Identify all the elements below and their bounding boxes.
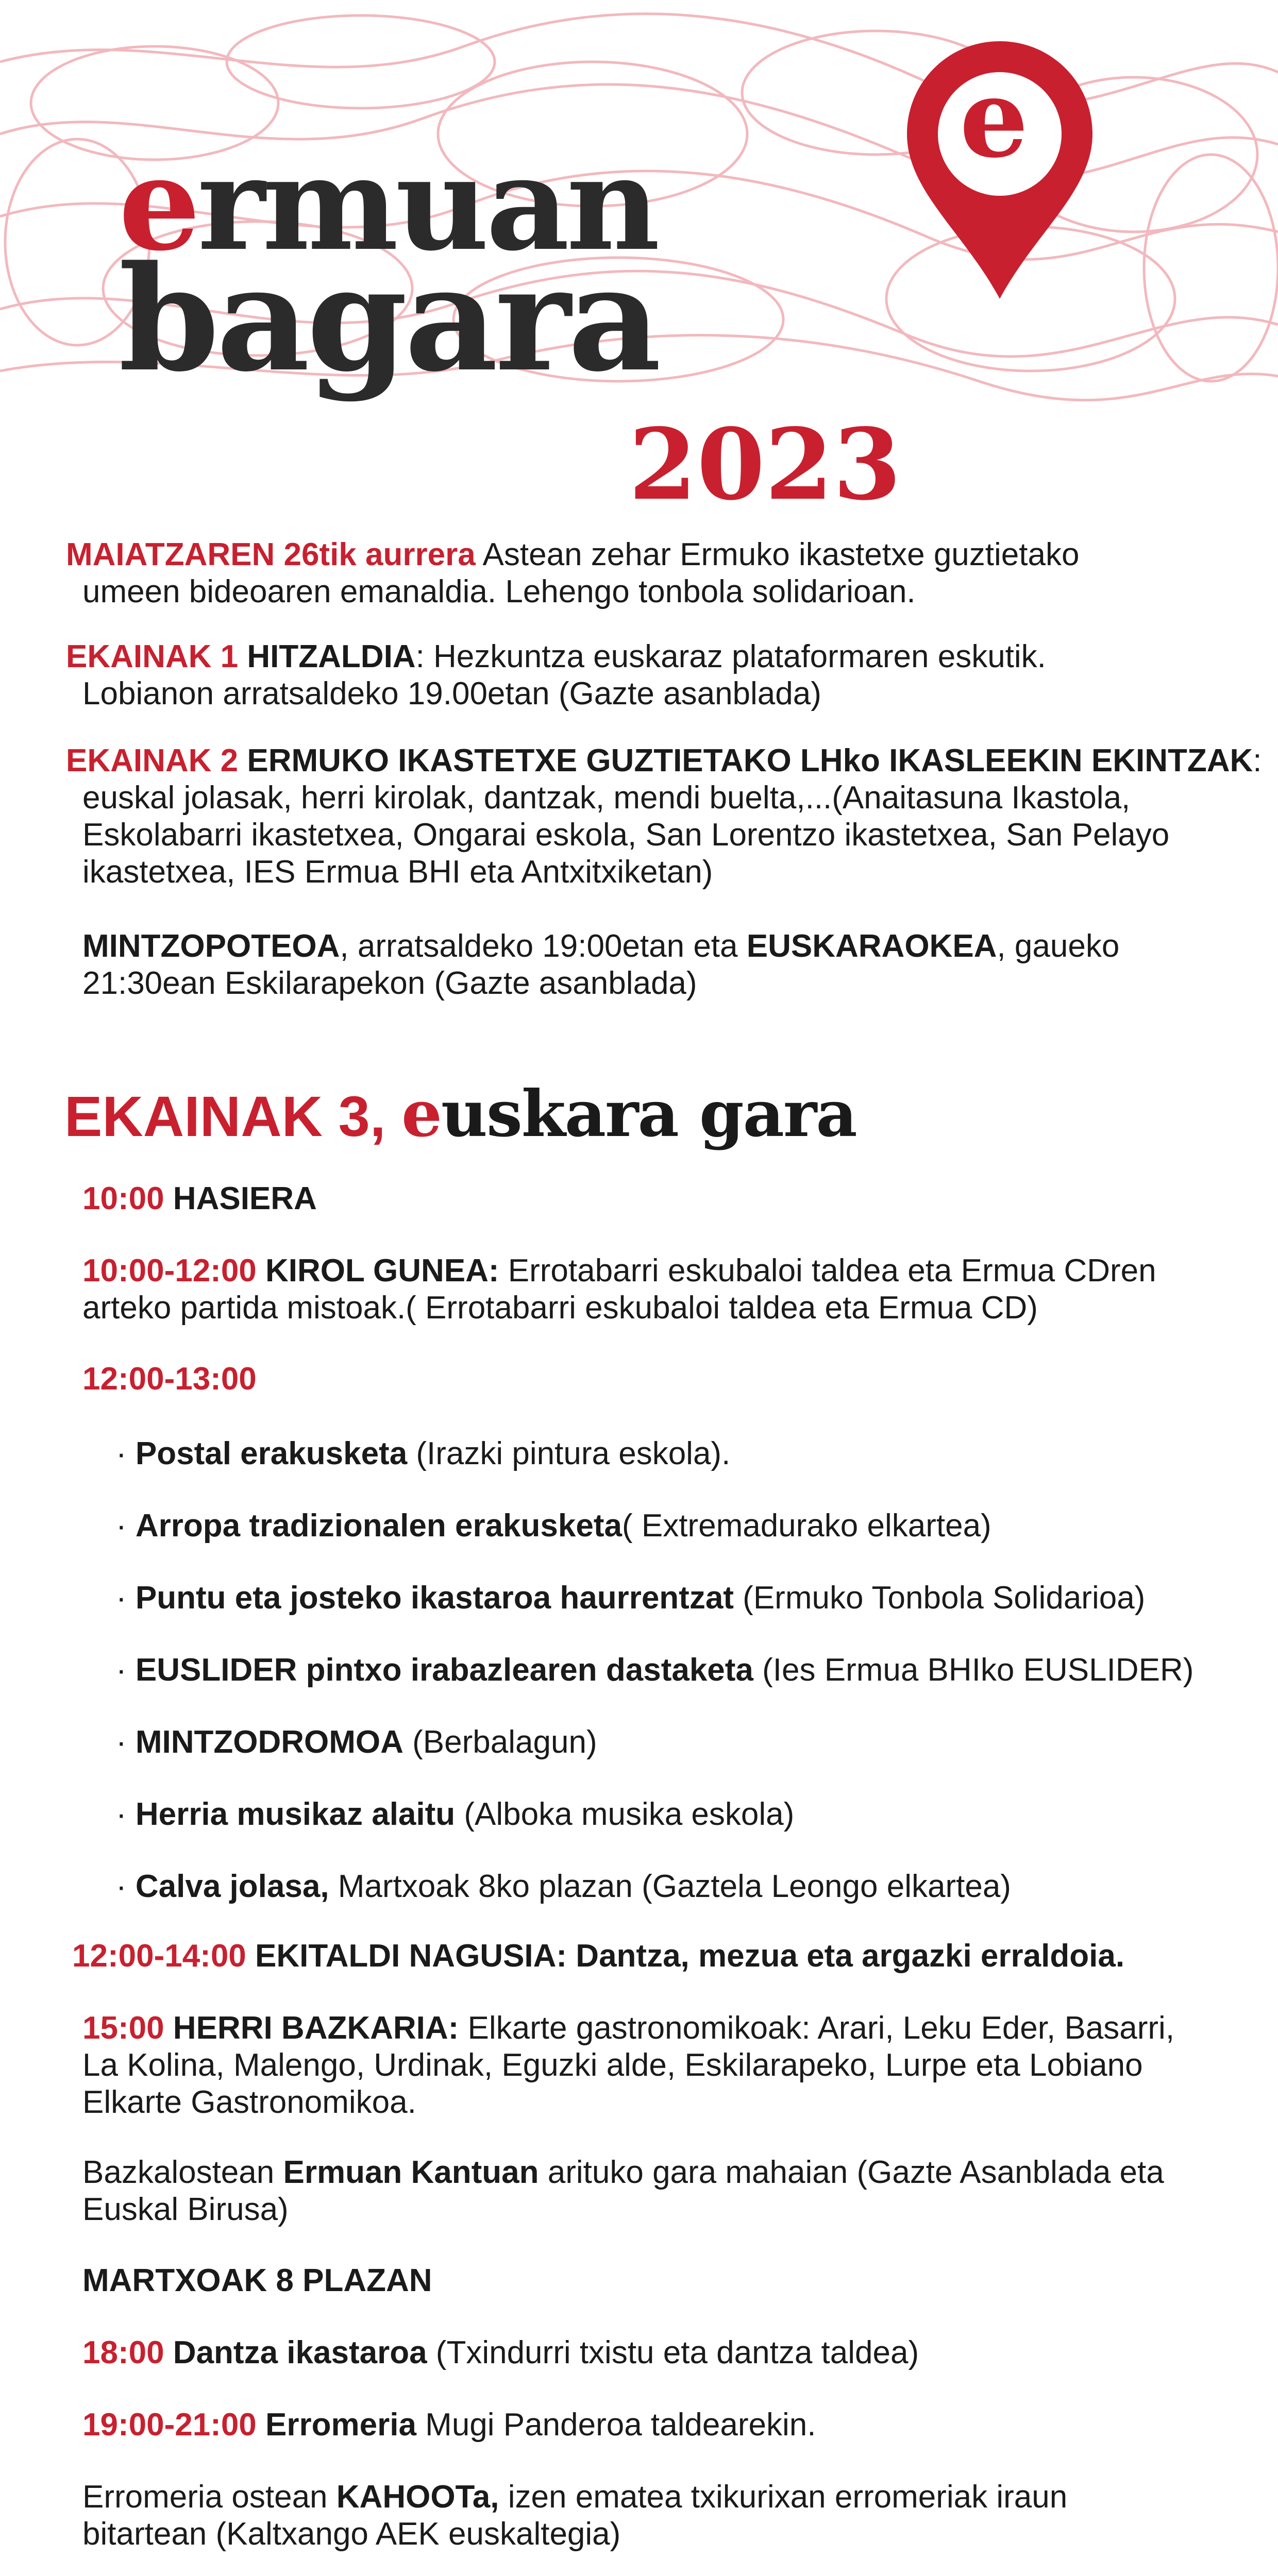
schedule-kahoot-line2: bitartean (Kaltxango AEK euskaltegia)	[82, 2516, 621, 2552]
item-maiatza-line2: umeen bideoaren emanaldia. Lehengo tonbola solidarioan.	[82, 574, 916, 609]
item-mintzopoteoa-line1: MINTZOPOTEOA, arratsaldeko 19:00etan eta EUSKARAOKEA, gaueko	[82, 928, 1120, 964]
schedule-plaza-heading: MARTXOAK 8 PLAZAN	[82, 2263, 432, 2298]
bullet-item: · Herria musikaz alaitu (Alboka musika eskola)	[116, 1797, 795, 1832]
year-title: 2023	[629, 407, 901, 522]
schedule-dantza: 18:00 Dantza ikastaroa (Txindurri txistu eta dantza taldea)	[82, 2335, 919, 2370]
schedule-herri-line1: 15:00 HERRI BAZKARIA: Elkarte gastronomikoak: Arari, Leku Eder, Basarri,	[82, 2010, 1175, 2046]
brand-line-bagara: bagara	[119, 234, 659, 404]
item-ekainak2-line2: euskal jolasak, herri kirolak, dantzak, mendi buelta,...(Anaitasuna Ikastola,	[82, 780, 1131, 816]
schedule-hasiera: 10:00 HASIERA	[82, 1181, 317, 1216]
schedule-herri-line3: Elkarte Gastronomikoa.	[82, 2084, 416, 2120]
bullet-item: · Arropa tradizionalen erakusketa( Extremadurako elkartea)	[116, 1508, 991, 1544]
bullet-item: · Calva jolasa, Martxoak 8ko plazan (Gaztela Leongo elkartea)	[116, 1869, 1011, 1904]
schedule-time-1213: 12:00-13:00	[82, 1361, 257, 1397]
schedule-kirol-line1: 10:00-12:00 KIROL GUNEA: Errotabarri eskubaloi taldea eta Ermua CDren	[82, 1253, 1156, 1289]
item-ekainak2-line3: Eskolabarri ikastetxea, Ongarai eskola, San Lorentzo ikastetxea, San Pelayo	[82, 817, 1170, 853]
bullet-item: · Postal erakusketa (Irazki pintura eskola).	[116, 1436, 731, 1471]
brand-line-ermuan: ermuan	[119, 128, 657, 279]
pin-letter: e	[960, 55, 1029, 182]
schedule-bazkalostean-line2: Euskal Birusa)	[82, 2192, 289, 2227]
schedule-ekitaldi-nagusia: 12:00-14:00 EKITALDI NAGUSIA: Dantza, mezua eta argazki erraldoia.	[72, 1938, 1125, 1974]
section-heading-ekainak3: EKAINAK 3, euskara gara	[64, 1077, 856, 1151]
schedule-erromeria: 19:00-21:00 Erromeria Mugi Panderoa taldearekin.	[82, 2407, 816, 2443]
bullet-item: · MINTZODROMOA (Berbalagun)	[116, 1724, 597, 1760]
item-ekainak1-line2: Lobianon arratsaldeko 19.00etan (Gazte asanblada)	[82, 676, 821, 711]
item-ekainak2-line1: EKAINAK 2 ERMUKO IKASTETXE GUZTIETAKO LHko IKASLEEKIN EKINTZAK:	[66, 743, 1262, 778]
schedule-kirol-line2: arteko partida mistoak.( Errotabarri eskubaloi taldea eta Ermua CD)	[82, 1290, 1038, 1326]
item-ekainak2-line4: ikastetxea, IES Ermua BHI eta Antxitxiketan)	[82, 854, 713, 890]
schedule-bazkalostean-line1: Bazkalostean Ermuan Kantuan arituko gara mahaian (Gazte Asanblada eta	[82, 2155, 1164, 2190]
schedule-kahoot-line1: Erromeria ostean KAHOOTa, izen ematea txikurixan erromeriak iraun	[82, 2479, 1068, 2515]
item-mintzopoteoa-line2: 21:30ean Eskilarapekon (Gazte asanblada)	[82, 965, 697, 1001]
bullet-item: · EUSLIDER pintxo irabazlearen dastaketa (Ies Ermua BHIko EUSLIDER)	[116, 1652, 1194, 1688]
schedule-herri-line2: La Kolina, Malengo, Urdinak, Eguzki alde, Eskilarapeko, Lurpe eta Lobiano	[82, 2047, 1143, 2083]
item-maiatza-line1: MAIATZAREN 26tik aurrera Astean zehar Ermuko ikastetxe guztietako	[66, 537, 1080, 572]
bullet-item: · Puntu eta josteko ikastaroa haurrentzat (Ermuko Tonbola Solidarioa)	[116, 1580, 1146, 1616]
item-ekainak1-line1: EKAINAK 1 HITZALDIA: Hezkuntza euskaraz plataformaren eskutik.	[66, 639, 1046, 674]
